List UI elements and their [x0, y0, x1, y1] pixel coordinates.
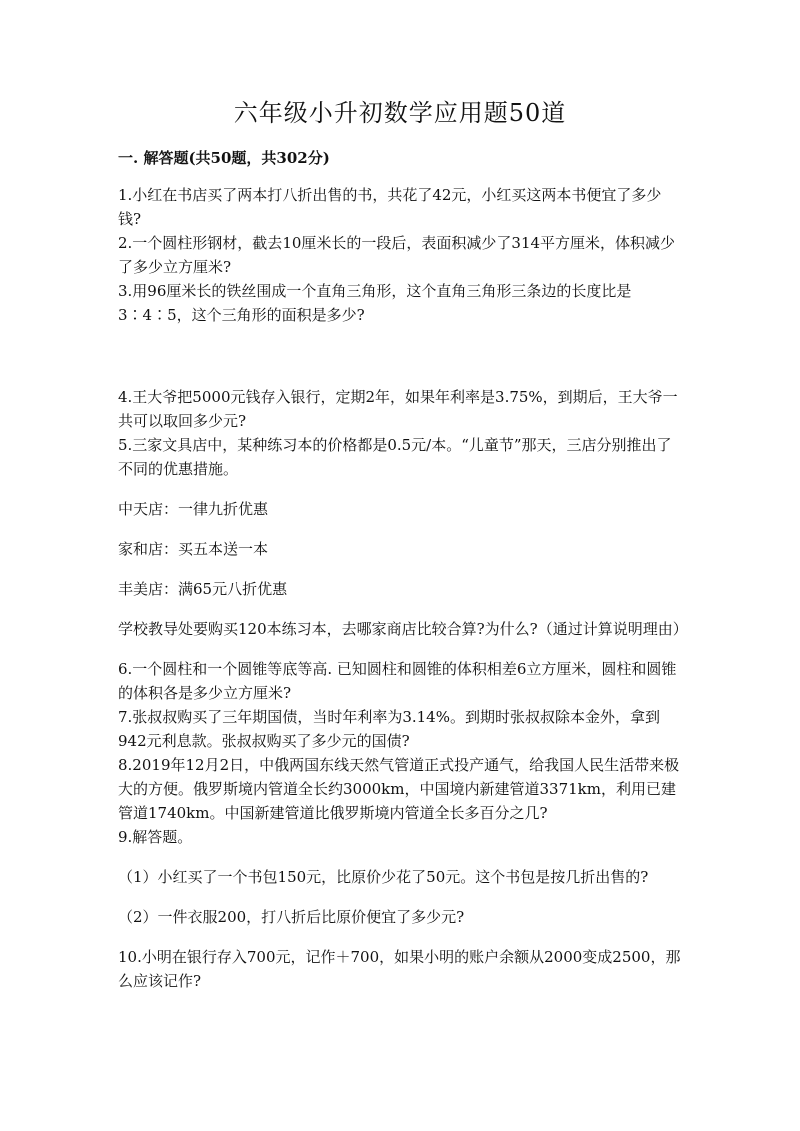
- question-5-store-jiahe: 家和店：买五本送一本: [118, 540, 269, 558]
- question-10: 10.小明在银行存入700元，记作＋700，如果小明的账户余额从2000变成2500，那么应该记作?: [118, 948, 681, 990]
- question-1: 1.小红在书店买了两本打八折出售的书，共花了42元，小红买这两本书便宜了多少钱?: [118, 186, 662, 228]
- question-5-prompt: 学校教导处要购买120本练习本，去哪家商店比较合算?为什么?（通过计算说明理由）: [118, 620, 688, 638]
- question-3: 3.用96厘米长的铁丝围成一个直角三角形，这个直角三角形三条边的长度比是3∶4∶5，这个三角形的面积是多少?: [118, 282, 632, 324]
- question-5-store-fengmei: 丰美店：满65元八折优惠: [118, 580, 288, 598]
- question-6: 6.一个圆柱和一个圆锥等底等高. 已知圆柱和圆锥的体积相差6立方厘米，圆柱和圆锥的体积各是多少立方厘米?: [118, 660, 677, 702]
- document-title: 六年级小升初数学应用题50道: [233, 99, 567, 127]
- question-5: 5.三家文具店中，某种练习本的价格都是0.5元/本。“儿童节”那天，三店分别推出了不同的优惠措施。: [118, 436, 672, 478]
- question-7: 7.张叔叔购买了三年期国债，当时年利率为3.14%。到期时张叔叔除本金外，拿到942元利息款。张叔叔购买了多少元的国债?: [118, 708, 660, 750]
- question-4: 4.王大爷把5000元钱存入银行，定期2年，如果年利率是3.75%，到期后，王大爷一共可以取回多少元?: [118, 388, 678, 430]
- question-9: 9.解答题。: [118, 828, 193, 846]
- section-heading: 一. 解答题(共50题，共302分): [118, 149, 330, 167]
- question-8: 8.2019年12月2日，中俄两国东线天然气管道正式投产通气，给我国人民生活带来极大的方便。俄罗斯境内管道全长约3000km，中国境内新建管道3371km，利用已建管道1740km。中国新建管道比俄罗斯境内管道全长多百分之几?: [118, 756, 680, 822]
- question-9-part-1: （1）小红买了一个书包150元，比原价少花了50元。这个书包是按几折出售的?: [118, 868, 649, 886]
- question-2: 2.一个圆柱形钢材，截去10厘米长的一段后，表面积减少了314平方厘米，体积减少了多少立方厘米?: [118, 234, 676, 276]
- question-9-part-2: （2）一件衣服200，打八折后比原价便宜了多少元?: [118, 908, 465, 926]
- question-5-store-zhongtian: 中天店：一律九折优惠: [118, 500, 269, 518]
- question-list: [118, 183, 688, 993]
